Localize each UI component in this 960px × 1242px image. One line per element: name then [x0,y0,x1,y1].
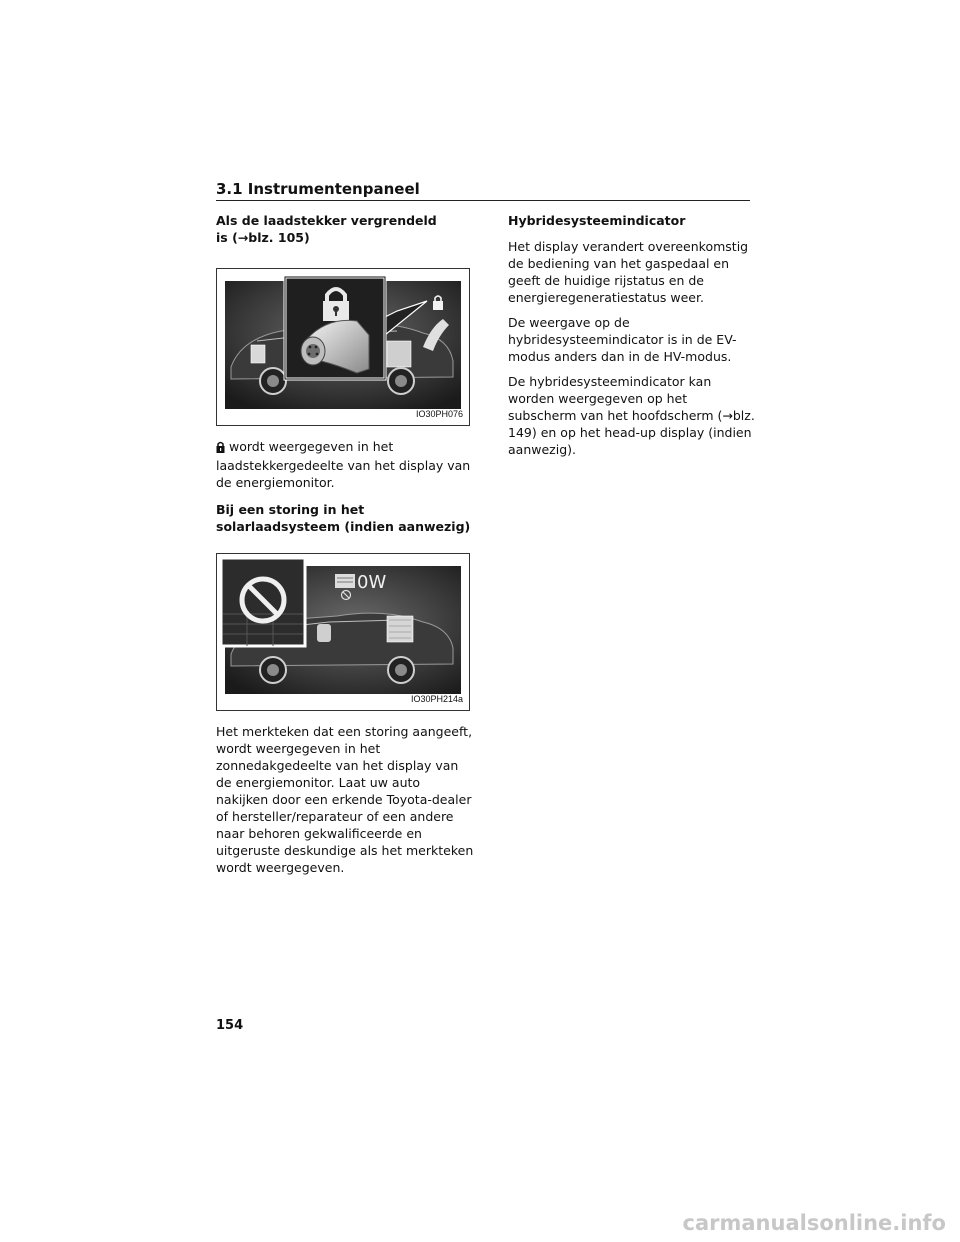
solar-heading: Bij een storing in het solarlaadsysteem (indien aanwezig) [216,502,471,534]
hybrid-paragraph-1: Het display verandert overeenkomstig de bediening van het gaspedaal en geeft de huidige rijstatus en de energieregeneratiestatus weer. [508,239,749,305]
hybrid-paragraph-2: De weergave op de hybridesysteemindicator is in de EV-modus anders dan in de HV-modus. [508,315,737,364]
solar-description: Het merkteken dat een storing aangeeft, wordt weergegeven in het zonnedakgedeelte van het display van de energiemonitor. Laat uw auto nakijken door een erkende Toyota-dealer of hersteller/reparateur of een andere naar behoren gekwalificeerde en uitgeruste deskundige als het merkteken wordt weergegeven. [216,724,474,875]
left-column [216,212,474,884]
solar-malfunction-illustration [217,554,469,710]
figure-code: IO30PH076 [415,409,463,419]
lock-description [216,438,474,491]
charging-plug-locked-illustration [217,269,469,425]
right-column [508,212,756,466]
figure-code: IO30PH214a [410,694,463,704]
lock-heading: Als de laadstekker vergrendeld is (→blz. 105) [216,213,437,245]
section-divider [216,200,750,201]
figure-charging-plug-locked [216,268,470,426]
hybrid-heading: Hybridesysteemindicator [508,213,686,228]
hybrid-paragraph-3: De hybridesysteemindicator kan worden weergegeven op het subscherm van het hoofdscherm (→blz. 149) en op het head-up display (indien aanwezig). [508,374,755,457]
section-title: 3.1 Instrumentenpaneel [216,180,420,198]
figure-solar-malfunction [216,553,470,711]
watermark: carmanualsonline.info [682,1211,946,1235]
lock-icon [216,440,225,457]
lock-description-text: wordt weergegeven in het laadstekkergedeelte van het display van de energiemonitor. [216,439,471,490]
power-readout: 0W [357,572,387,593]
page-number: 154 [216,1018,244,1033]
